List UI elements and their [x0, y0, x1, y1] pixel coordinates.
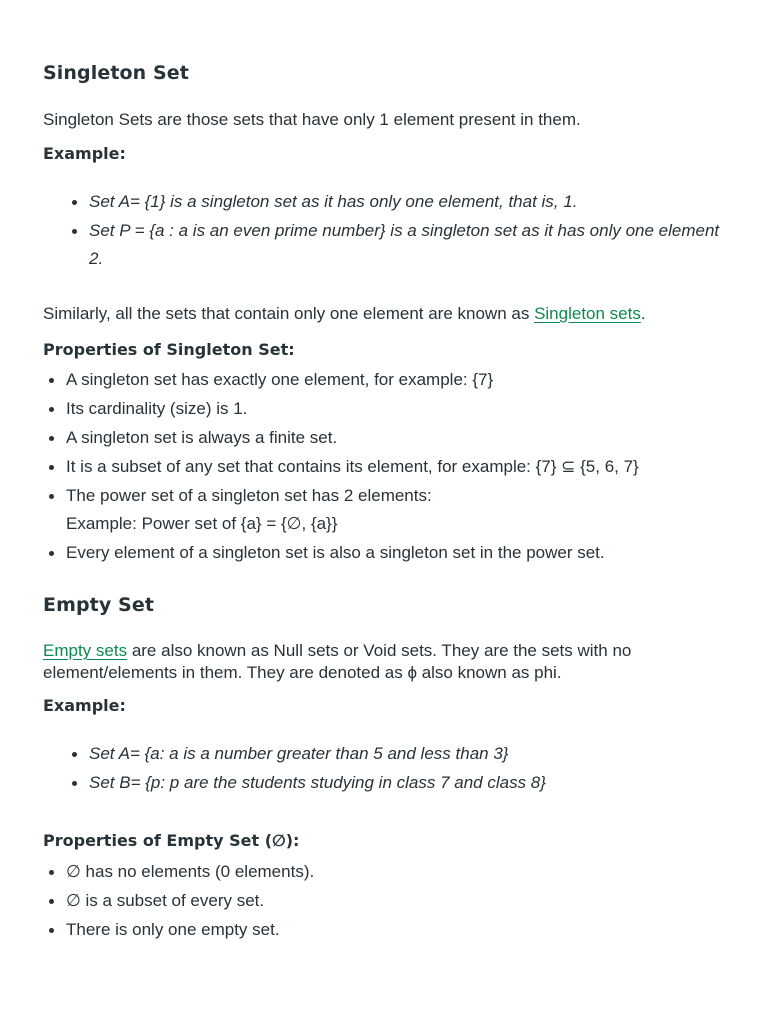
- list-item: ∅ is a subset of every set.: [43, 887, 723, 915]
- power-set-property: The power set of a singleton set has 2 elements:: [66, 486, 432, 505]
- singleton-set-heading: Singleton Set: [43, 62, 189, 84]
- empty-example-list: [43, 740, 723, 797]
- list-item: Set A= {1} is a singleton set as it has only one element, that is, 1.: [43, 188, 723, 216]
- list-item: There is only one empty set.: [43, 916, 723, 944]
- singleton-intro: Singleton Sets are those sets that have only 1 element present in them.: [43, 110, 581, 129]
- article-content: [43, 58, 723, 945]
- list-item: Set P = {a : a is an even prime number} is a singleton set as it has only one element 2.: [43, 217, 723, 273]
- singleton-properties-list: [43, 366, 723, 567]
- list-item: [43, 482, 723, 538]
- list-item: Its cardinality (size) is 1.: [43, 395, 723, 423]
- singleton-example-heading: Example:: [43, 144, 126, 163]
- singleton-properties-heading: Properties of Singleton Set:: [43, 340, 295, 359]
- singleton-sets-link[interactable]: Singleton sets: [534, 304, 641, 323]
- empty-example-heading: Example:: [43, 696, 126, 715]
- list-item: A singleton set is always a finite set.: [43, 424, 723, 452]
- similarly-suffix: .: [640, 304, 646, 323]
- list-item: A singleton set has exactly one element, for example: {7}: [43, 366, 723, 394]
- empty-intro-rest: are also known as Null sets or Void sets. They are the sets with no element/elements in them. They are denoted as ϕ also known as phi.: [43, 641, 632, 682]
- empty-set-heading: Empty Set: [43, 594, 155, 616]
- power-set-example: Example: Power set of {a} = {∅, {a}}: [66, 514, 338, 533]
- singleton-example-list: [43, 188, 723, 273]
- list-item: It is a subset of any set that contains its element, for example: {7} ⊆ {5, 6, 7}: [43, 453, 723, 481]
- list-item: Set B= {p: p are the students studying in class 7 and class 8}: [43, 769, 723, 797]
- singleton-similarly-text: [43, 303, 723, 325]
- list-item: Set A= {a: a is a number greater than 5 and less than 3}: [43, 740, 723, 768]
- list-item: Every element of a singleton set is also a singleton set in the power set.: [43, 539, 723, 567]
- similarly-prefix: Similarly, all the sets that contain only one element are known as: [43, 304, 535, 323]
- list-item: ∅ has no elements (0 elements).: [43, 858, 723, 886]
- empty-properties-heading: Properties of Empty Set (∅):: [43, 831, 300, 850]
- empty-properties-list: [43, 858, 723, 944]
- empty-sets-link[interactable]: Empty sets: [43, 641, 128, 660]
- empty-intro: [43, 640, 723, 684]
